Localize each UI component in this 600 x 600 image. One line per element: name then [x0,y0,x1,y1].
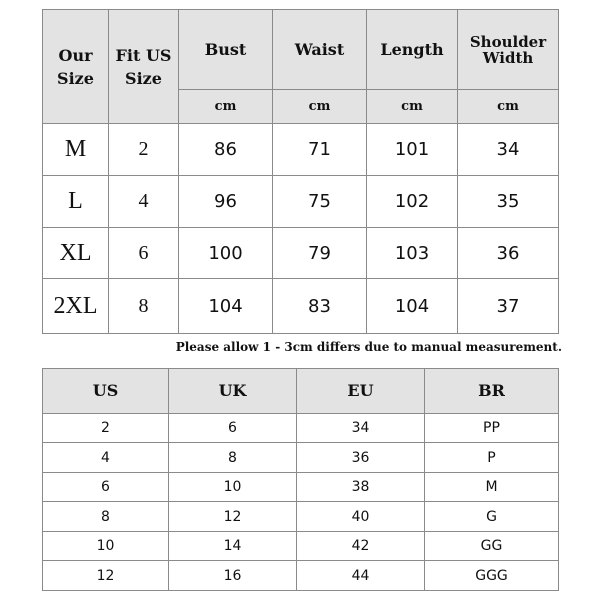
eu-cell: 36 [297,443,425,473]
size-row-m [43,124,559,176]
length-unit: cm [367,90,458,124]
length-header: Length [367,10,458,90]
br-cell: GG [425,531,559,561]
bust-cell: 100 [179,228,273,279]
br-cell: GGG [425,561,559,591]
waist-cell: 75 [273,176,367,228]
fit-us-cell: 2 [109,124,179,176]
size-cell: M [43,124,109,176]
uk-cell: 10 [169,472,297,502]
eu-cell: 44 [297,561,425,591]
uk-header: UK [169,369,297,414]
br-cell: PP [425,413,559,443]
fit-us-cell: 6 [109,228,179,279]
conversion-row [43,502,559,532]
shoulder-width-header: Shoulder Width [458,10,559,90]
eu-cell: 42 [297,531,425,561]
size-row-xl [43,228,559,279]
conversion-row [43,472,559,502]
eu-cell: 40 [297,502,425,532]
size-chart-header-row [43,10,559,90]
waist-cell: 71 [273,124,367,176]
eu-header: EU [297,369,425,414]
length-cell: 101 [367,124,458,176]
measurement-note: Please allow 1 - 3cm differs due to manual measurement. [175,340,562,354]
waist-header: Waist [273,10,367,90]
shoulder-unit: cm [458,90,559,124]
length-cell: 104 [367,279,458,334]
our-size-header: Our Size [43,10,109,124]
size-chart-table [42,9,559,334]
us-cell: 6 [43,472,169,502]
shoulder-cell: 37 [458,279,559,334]
waist-unit: cm [273,90,367,124]
uk-cell: 8 [169,443,297,473]
us-cell: 12 [43,561,169,591]
length-cell: 102 [367,176,458,228]
uk-cell: 12 [169,502,297,532]
size-row-2xl [43,279,559,334]
eu-cell: 34 [297,413,425,443]
waist-cell: 83 [273,279,367,334]
conversion-row [43,531,559,561]
uk-cell: 6 [169,413,297,443]
fit-us-cell: 8 [109,279,179,334]
conversion-row [43,443,559,473]
size-cell: L [43,176,109,228]
br-cell: G [425,502,559,532]
bust-header: Bust [179,10,273,90]
shoulder-cell: 34 [458,124,559,176]
bust-cell: 96 [179,176,273,228]
size-row-l [43,176,559,228]
size-cell: 2XL [43,279,109,334]
fit-us-size-header: Fit US Size [109,10,179,124]
size-cell: XL [43,228,109,279]
br-header: BR [425,369,559,414]
us-header: US [43,369,169,414]
conversion-header-row [43,369,559,414]
bust-cell: 104 [179,279,273,334]
length-cell: 103 [367,228,458,279]
bust-cell: 86 [179,124,273,176]
shoulder-cell: 36 [458,228,559,279]
br-cell: M [425,472,559,502]
br-cell: P [425,443,559,473]
conversion-row [43,413,559,443]
size-conversion-table [42,368,559,591]
us-cell: 4 [43,443,169,473]
shoulder-cell: 35 [458,176,559,228]
uk-cell: 14 [169,531,297,561]
us-cell: 10 [43,531,169,561]
us-cell: 8 [43,502,169,532]
uk-cell: 16 [169,561,297,591]
conversion-row [43,561,559,591]
waist-cell: 79 [273,228,367,279]
eu-cell: 38 [297,472,425,502]
bust-unit: cm [179,90,273,124]
us-cell: 2 [43,413,169,443]
fit-us-cell: 4 [109,176,179,228]
